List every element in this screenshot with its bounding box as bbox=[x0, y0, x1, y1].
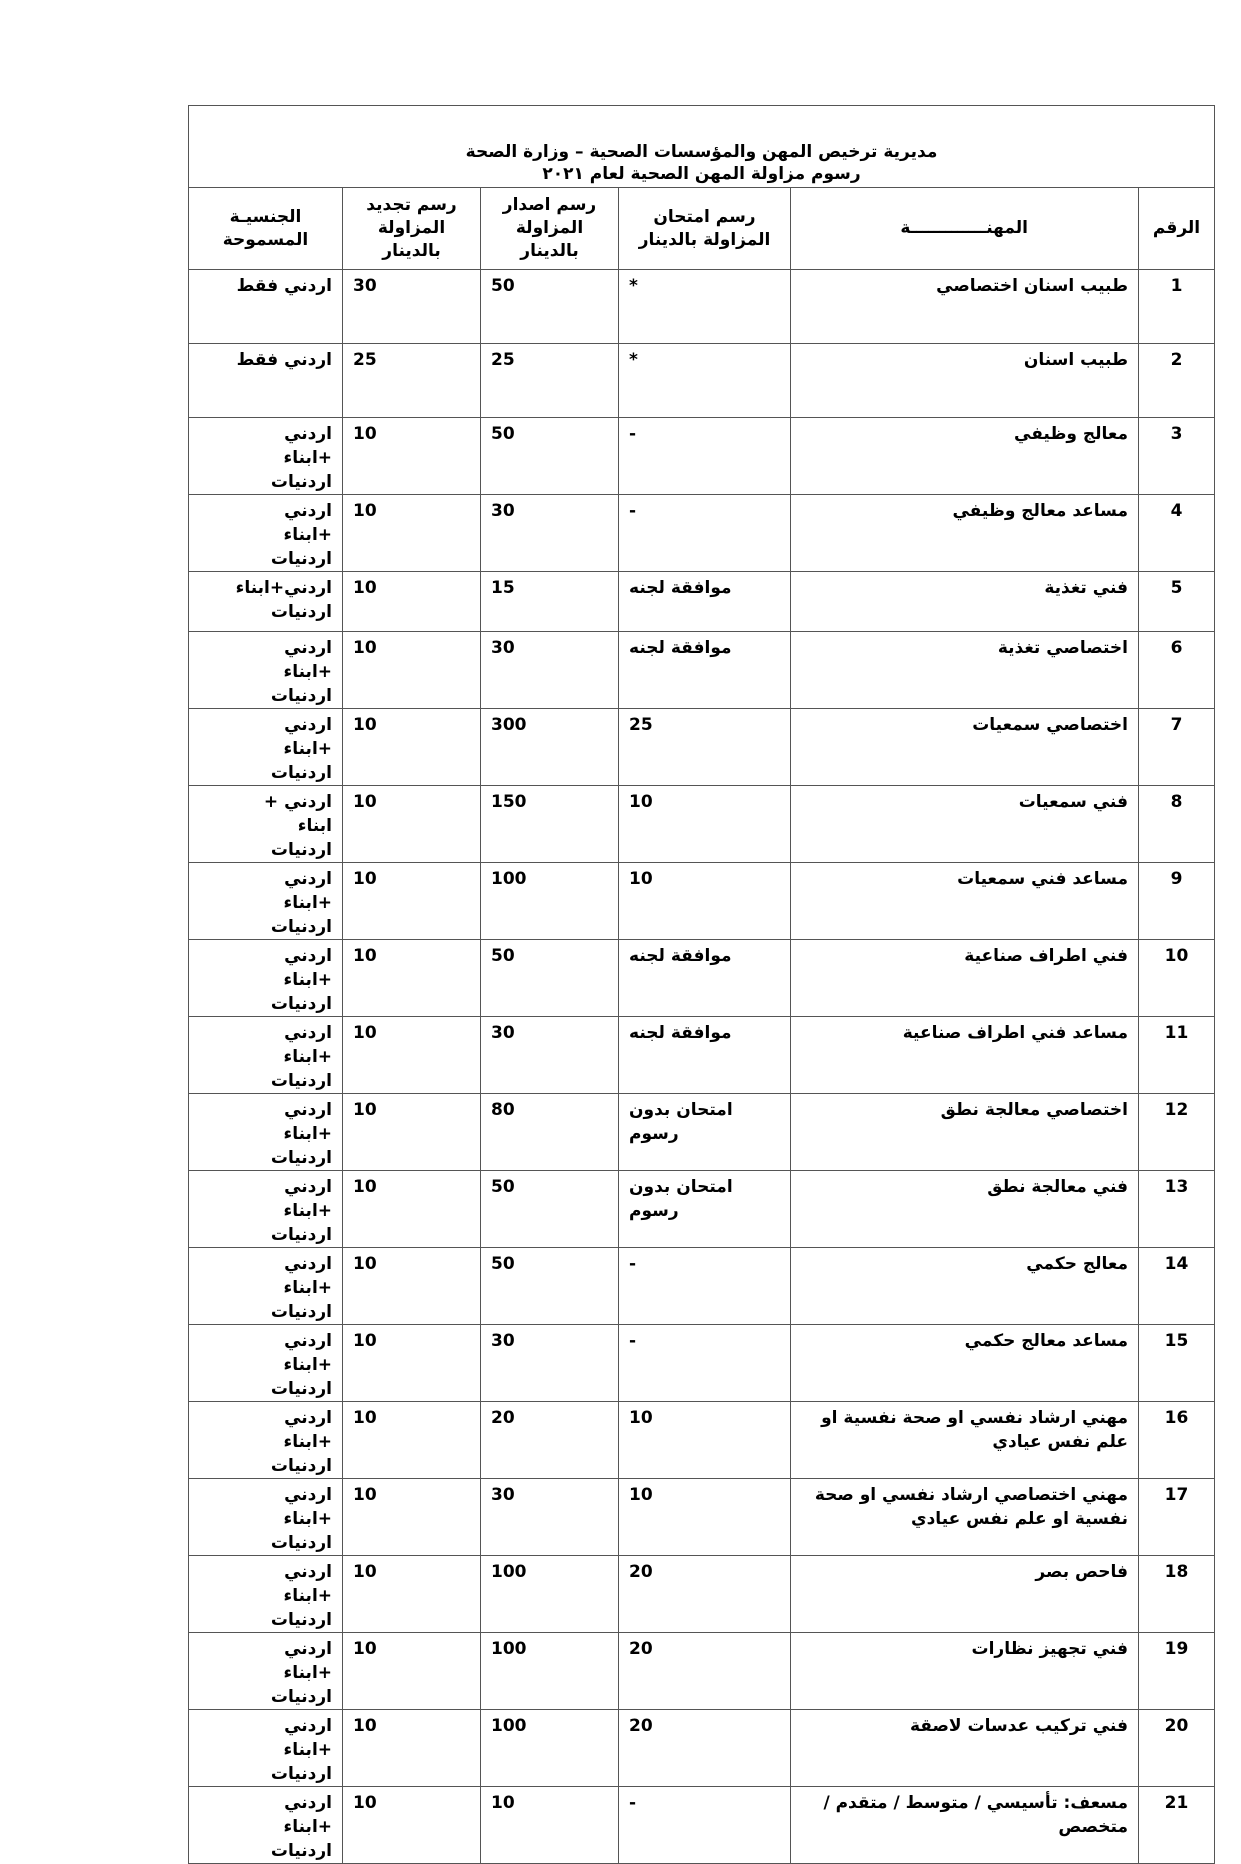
row-profession: طبيب اسنان bbox=[791, 344, 1139, 418]
row-issue-fee: 100 bbox=[481, 1633, 619, 1710]
row-number: 16 bbox=[1139, 1402, 1215, 1479]
row-exam-fee: امتحان بدون رسوم bbox=[619, 1094, 791, 1171]
row-number: 17 bbox=[1139, 1479, 1215, 1556]
row-renewal-fee: 10 bbox=[343, 1017, 481, 1094]
table-row bbox=[189, 270, 1215, 344]
row-nationality: اردني +ابناء اردنيات bbox=[189, 1479, 343, 1556]
row-profession: فني معالجة نطق bbox=[791, 1171, 1139, 1248]
row-issue-fee: 100 bbox=[481, 1556, 619, 1633]
row-renewal-fee: 10 bbox=[343, 1325, 481, 1402]
row-profession: مهني ارشاد نفسي او صحة نفسية او علم نفس عيادي bbox=[791, 1402, 1139, 1479]
row-nationality: اردني +ابناء اردنيات bbox=[189, 1017, 343, 1094]
row-renewal-fee: 25 bbox=[343, 344, 481, 418]
row-profession: فني تغذية bbox=[791, 572, 1139, 632]
row-issue-fee: 50 bbox=[481, 940, 619, 1017]
row-number: 8 bbox=[1139, 786, 1215, 863]
table-row bbox=[189, 1710, 1215, 1787]
row-number: 13 bbox=[1139, 1171, 1215, 1248]
row-renewal-fee: 10 bbox=[343, 1556, 481, 1633]
row-nationality: اردني+ابناء اردنيات bbox=[189, 572, 343, 632]
row-exam-fee: * bbox=[619, 270, 791, 344]
table-row bbox=[189, 418, 1215, 495]
row-number: 4 bbox=[1139, 495, 1215, 572]
title-line-2: رسوم مزاولة المهن الصحية لعام ٢٠٢١ bbox=[542, 164, 861, 184]
header-profession: المهنـــــــــــــة bbox=[791, 188, 1139, 270]
row-renewal-fee: 10 bbox=[343, 786, 481, 863]
row-number: 10 bbox=[1139, 940, 1215, 1017]
document-title bbox=[189, 106, 1215, 188]
row-issue-fee: 25 bbox=[481, 344, 619, 418]
row-issue-fee: 30 bbox=[481, 632, 619, 709]
row-number: 12 bbox=[1139, 1094, 1215, 1171]
row-nationality: اردني +ابناء اردنيات bbox=[189, 1094, 343, 1171]
row-issue-fee: 80 bbox=[481, 1094, 619, 1171]
row-profession: فني تركيب عدسات لاصقة bbox=[791, 1710, 1139, 1787]
row-renewal-fee: 10 bbox=[343, 863, 481, 940]
table-row bbox=[189, 786, 1215, 863]
table-row bbox=[189, 1094, 1215, 1171]
table-row bbox=[189, 495, 1215, 572]
header-number: الرقم bbox=[1139, 188, 1215, 270]
table-row bbox=[189, 709, 1215, 786]
table-row bbox=[189, 572, 1215, 632]
row-nationality: اردني +ابناء اردنيات bbox=[189, 418, 343, 495]
table-row bbox=[189, 940, 1215, 1017]
table-row bbox=[189, 1017, 1215, 1094]
title-line-1: مديرية ترخيص المهن والمؤسسات الصحية – وزارة الصحة bbox=[465, 142, 938, 162]
table-body bbox=[189, 270, 1215, 1864]
row-issue-fee: 50 bbox=[481, 270, 619, 344]
row-issue-fee: 10 bbox=[481, 1787, 619, 1864]
row-renewal-fee: 10 bbox=[343, 1171, 481, 1248]
row-number: 3 bbox=[1139, 418, 1215, 495]
row-profession: معالج حكمي bbox=[791, 1248, 1139, 1325]
row-issue-fee: 50 bbox=[481, 1248, 619, 1325]
table-row bbox=[189, 1248, 1215, 1325]
header-row bbox=[189, 188, 1215, 270]
row-profession: مساعد فني سمعيات bbox=[791, 863, 1139, 940]
row-profession: اختصاصي سمعيات bbox=[791, 709, 1139, 786]
table-row bbox=[189, 344, 1215, 418]
title-row bbox=[189, 106, 1215, 188]
row-issue-fee: 30 bbox=[481, 1017, 619, 1094]
row-issue-fee: 20 bbox=[481, 1402, 619, 1479]
row-exam-fee: 20 bbox=[619, 1710, 791, 1787]
row-profession: مساعد معالج وظيفي bbox=[791, 495, 1139, 572]
row-profession: مساعد معالج حكمي bbox=[791, 1325, 1139, 1402]
row-exam-fee: 20 bbox=[619, 1556, 791, 1633]
row-profession: فاحص بصر bbox=[791, 1556, 1139, 1633]
row-exam-fee: 25 bbox=[619, 709, 791, 786]
row-number: 9 bbox=[1139, 863, 1215, 940]
row-number: 19 bbox=[1139, 1633, 1215, 1710]
row-number: 14 bbox=[1139, 1248, 1215, 1325]
row-exam-fee: موافقة لجنه bbox=[619, 940, 791, 1017]
row-profession: اختصاصي تغذية bbox=[791, 632, 1139, 709]
row-exam-fee: موافقة لجنه bbox=[619, 632, 791, 709]
row-issue-fee: 300 bbox=[481, 709, 619, 786]
row-profession: اختصاصي معالجة نطق bbox=[791, 1094, 1139, 1171]
row-nationality: اردني +ابناء اردنيات bbox=[189, 1556, 343, 1633]
fees-table bbox=[188, 105, 1215, 1864]
row-issue-fee: 30 bbox=[481, 495, 619, 572]
row-exam-fee: 10 bbox=[619, 1479, 791, 1556]
row-profession: طبيب اسنان اختصاصي bbox=[791, 270, 1139, 344]
row-number: 20 bbox=[1139, 1710, 1215, 1787]
row-exam-fee: 10 bbox=[619, 786, 791, 863]
row-renewal-fee: 10 bbox=[343, 940, 481, 1017]
row-nationality: اردني +ابناء اردنيات bbox=[189, 495, 343, 572]
row-exam-fee: موافقة لجنه bbox=[619, 572, 791, 632]
row-renewal-fee: 10 bbox=[343, 1787, 481, 1864]
row-nationality: اردني +ابناء اردنيات bbox=[189, 1325, 343, 1402]
row-renewal-fee: 10 bbox=[343, 632, 481, 709]
table-row bbox=[189, 1479, 1215, 1556]
row-profession: فني سمعيات bbox=[791, 786, 1139, 863]
row-nationality: اردني +ابناء اردنيات bbox=[189, 1171, 343, 1248]
row-nationality: اردني +ابناء اردنيات bbox=[189, 1633, 343, 1710]
row-renewal-fee: 10 bbox=[343, 1402, 481, 1479]
row-renewal-fee: 30 bbox=[343, 270, 481, 344]
row-profession: مهني اختصاصي ارشاد نفسي او صحة نفسية او علم نفس عيادي bbox=[791, 1479, 1139, 1556]
row-exam-fee: - bbox=[619, 1325, 791, 1402]
row-renewal-fee: 10 bbox=[343, 418, 481, 495]
row-nationality: اردني + ابناء اردنيات bbox=[189, 786, 343, 863]
row-issue-fee: 100 bbox=[481, 1710, 619, 1787]
table-row bbox=[189, 1325, 1215, 1402]
row-issue-fee: 100 bbox=[481, 863, 619, 940]
row-renewal-fee: 10 bbox=[343, 1094, 481, 1171]
row-profession: فني اطراف صناعية bbox=[791, 940, 1139, 1017]
header-issue-fee: رسم اصدار المزاولة بالدينار bbox=[481, 188, 619, 270]
table-row bbox=[189, 1633, 1215, 1710]
row-exam-fee: - bbox=[619, 1248, 791, 1325]
row-exam-fee: - bbox=[619, 1787, 791, 1864]
row-renewal-fee: 10 bbox=[343, 709, 481, 786]
row-issue-fee: 150 bbox=[481, 786, 619, 863]
row-number: 7 bbox=[1139, 709, 1215, 786]
row-renewal-fee: 10 bbox=[343, 1633, 481, 1710]
row-nationality: اردني +ابناء اردنيات bbox=[189, 1402, 343, 1479]
row-nationality: اردني +ابناء اردنيات bbox=[189, 1787, 343, 1864]
table-row bbox=[189, 863, 1215, 940]
row-renewal-fee: 10 bbox=[343, 1248, 481, 1325]
table-row bbox=[189, 632, 1215, 709]
row-number: 15 bbox=[1139, 1325, 1215, 1402]
row-nationality: اردني +ابناء اردنيات bbox=[189, 863, 343, 940]
table-row bbox=[189, 1171, 1215, 1248]
row-exam-fee: - bbox=[619, 418, 791, 495]
row-nationality: اردني +ابناء اردنيات bbox=[189, 632, 343, 709]
header-nationality: الجنسيـة المسموحة bbox=[189, 188, 343, 270]
table-row bbox=[189, 1556, 1215, 1633]
table-row bbox=[189, 1402, 1215, 1479]
row-renewal-fee: 10 bbox=[343, 1710, 481, 1787]
row-profession: مساعد فني اطراف صناعية bbox=[791, 1017, 1139, 1094]
row-issue-fee: 50 bbox=[481, 418, 619, 495]
row-nationality: اردني فقط bbox=[189, 344, 343, 418]
row-issue-fee: 30 bbox=[481, 1479, 619, 1556]
row-exam-fee: - bbox=[619, 495, 791, 572]
row-number: 5 bbox=[1139, 572, 1215, 632]
row-exam-fee: 10 bbox=[619, 1402, 791, 1479]
row-exam-fee: 20 bbox=[619, 1633, 791, 1710]
row-number: 21 bbox=[1139, 1787, 1215, 1864]
row-profession: فني تجهيز نظارات bbox=[791, 1633, 1139, 1710]
row-exam-fee: * bbox=[619, 344, 791, 418]
row-nationality: اردني +ابناء اردنيات bbox=[189, 709, 343, 786]
row-exam-fee: 10 bbox=[619, 863, 791, 940]
row-nationality: اردني +ابناء اردنيات bbox=[189, 940, 343, 1017]
row-exam-fee: موافقة لجنه bbox=[619, 1017, 791, 1094]
row-nationality: اردني +ابناء اردنيات bbox=[189, 1710, 343, 1787]
row-renewal-fee: 10 bbox=[343, 495, 481, 572]
row-number: 1 bbox=[1139, 270, 1215, 344]
row-number: 2 bbox=[1139, 344, 1215, 418]
row-nationality: اردني +ابناء اردنيات bbox=[189, 1248, 343, 1325]
row-issue-fee: 30 bbox=[481, 1325, 619, 1402]
row-number: 11 bbox=[1139, 1017, 1215, 1094]
row-nationality: اردني فقط bbox=[189, 270, 343, 344]
row-exam-fee: امتحان بدون رسوم bbox=[619, 1171, 791, 1248]
row-issue-fee: 50 bbox=[481, 1171, 619, 1248]
row-renewal-fee: 10 bbox=[343, 572, 481, 632]
header-renewal-fee: رسم تجديد المزاولة بالدينار bbox=[343, 188, 481, 270]
row-issue-fee: 15 bbox=[481, 572, 619, 632]
header-exam-fee: رسم امتحان المزاولة بالدينار bbox=[619, 188, 791, 270]
table-row bbox=[189, 1787, 1215, 1864]
row-profession: مسعف: تأسيسي / متوسط / متقدم / متخصص bbox=[791, 1787, 1139, 1864]
row-profession: معالج وظيفي bbox=[791, 418, 1139, 495]
row-number: 18 bbox=[1139, 1556, 1215, 1633]
row-number: 6 bbox=[1139, 632, 1215, 709]
row-renewal-fee: 10 bbox=[343, 1479, 481, 1556]
